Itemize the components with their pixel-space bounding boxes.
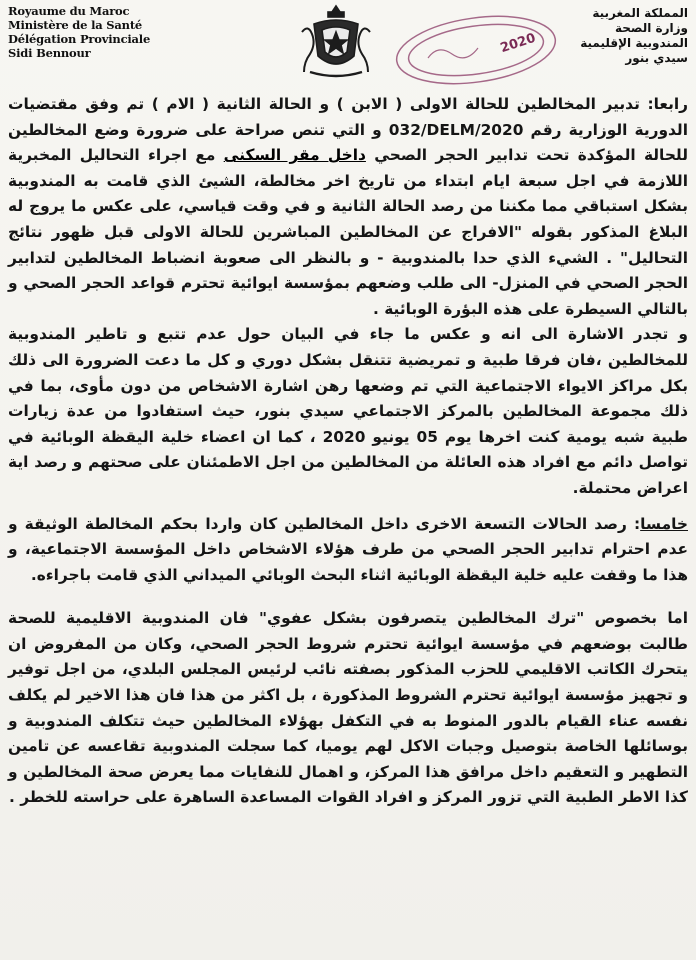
paragraph-fourth	[8, 92, 688, 322]
header-arabic-block	[518, 6, 688, 66]
p1-text-c: مع اجراء التحاليل المخبرية اللازمة في اجل سبعة ايام ابتداء من تاريخ اخر مخالطة، الشيئ الذي قامت به المندوبية بشكل استباقي مما مكننا من رصد الحالة الثانية و في وقت قياسي، على عكس ما يروج له البلاغ المذكور بقوله "الافراج عن المخالطين المباشرين للحالة الاولى قبل ظهور نتائج التحاليل" . الشيء الذي حدا بالمندوبية - و بالنظر الى صعوبة انضباط المخالطين لتدابير الحجر الصحي في المنزل- الى طلب وضعهم بمؤسسة ايوائية تحترم قواعد الحجر الصحي و بالتالي السيطرة على هذه البؤرة الوبائية .	[8, 146, 688, 318]
document-body	[8, 92, 688, 811]
circular-reference: 032/DELM/2020	[388, 120, 524, 139]
header-arabic-line-4: سيدي بنور	[625, 51, 688, 65]
header-french-line-4: Sidi Bennour	[8, 46, 91, 60]
coat-of-arms-emblem	[296, 2, 376, 78]
p4-text: اما بخصوص "ترك المخالطين يتصرفون بشكل عفوي" فان المندوبية الاقليمية للصحة طالبت بوضعهم في مؤسسة ايوائية تحترم شروط الحجر الصحي، وكان من المفروض ان يتحرك الكاتب الاقليمي للحزب المذكور بصفته نائب لرئيس المجلس البلدي، من اجل توفير و تجهيز مؤسسة ايوائية تحترم الشروط المذكورة ، بل اكثر من هذا فان هذا الاخير لم يكلف نفسه عناء القيام بالدور المنوط به في التكفل بهؤلاء المخالطين حيث تتكلف المندوبية و بوسائلها الخاصة بتوصيل وجبات الاكل لهم يوميا، كما سجلت المندوبية تقاعسه عن تامين التطهير و التعقيم داخل مرافق هذا المركز، و اهمال للنفايات مما يعرض صحة المخالطين و كذا الاطر الطبية التي تزور المركز و افراد القوات المساعدة الساهرة على حراسته للخطر .	[8, 609, 688, 807]
paragraph-note	[8, 322, 688, 501]
p3-label: خامسا	[640, 514, 688, 533]
stamp-date: 2020	[498, 30, 538, 57]
header-french-block	[8, 4, 218, 60]
paragraph-closing	[8, 606, 688, 811]
p2-text: و تجدر الاشارة الى انه و عكس ما جاء في البيان حول عدم تتبع و تاطير المندوبية للمخالطين ،فان فرقا طبية و تمريضية تتنقل بشكل دوري و كل ما دعت الضرورة الى ذلك بكل مراكز الايواء الاجتماعية التي تم وضعها رهن اشارة الاشخاص من دون مأوى، بما في ذلك مجموعة المخالطين بالمركز الاجتماعي سيدي بنور، حيث استفادوا من عدة زيارات طبية شبه يومية كنت اخرها يوم 05 يونيو 2020 ، كما ان اعضاء خلية اليقظة الوبائية في تواصل دائم مع افراد هذه العائلة من المخالطين من اجل الاطمئنان على صحتهم و رصد اية اعراض محتملة.	[8, 325, 689, 497]
paragraph-gap	[8, 588, 688, 606]
p1-underlined-phrase: داخل مقر السكنى	[223, 146, 366, 165]
header-arabic-line-1: المملكة المغربية	[592, 6, 688, 20]
paragraph-fifth	[8, 512, 688, 589]
header-arabic-line-2: وزارة الصحة	[614, 21, 688, 35]
p3-text: : رصد الحالات التسعة الاخرى داخل المخالطين كان واردا بحكم المخالطة الوثيقة و عدم احترام تدابير الحجر الصحي من طرف هؤلاء الاشخاص داخل المؤسسة الاجتماعية، و هذا ما وقفت عليه خلية اليقظة الوبائية اثناء البحث الوبائي الميداني الذي قامت باجراءه.	[8, 514, 688, 584]
header-french-line-1: Royaume du Maroc	[8, 4, 130, 18]
header-french-line-2: Ministère de la Santé	[8, 18, 143, 32]
p1-text-a: رابعا: تدبير المخالطين للحالة الاولى ( الابن ) و الحالة الثانية ( الام ) تم وفق مقتضيات الدورية الوزارية رقم	[8, 95, 688, 139]
paragraph-gap	[8, 502, 688, 512]
header-french-line-3: Délégation Provinciale	[8, 32, 151, 46]
p1-text-b: و التي تنص صراحة على ضرورة وضع المخالطين للحالة المؤكدة تحت تدابير الحجر الصحي	[8, 120, 688, 165]
header-arabic-line-3: المندوبية الإقليمية	[580, 36, 688, 50]
